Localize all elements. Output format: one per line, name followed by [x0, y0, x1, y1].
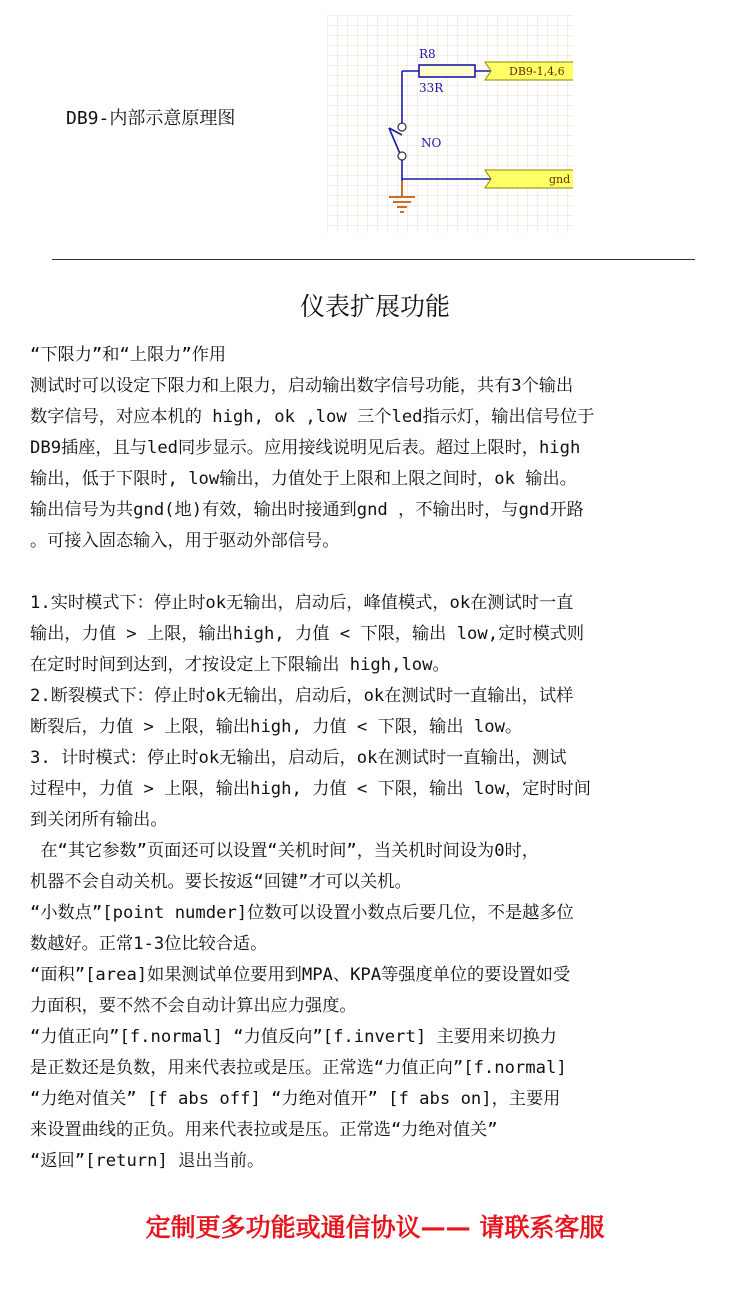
- text-line: “力绝对值关” [f abs off] “力绝对值开” [f abs on]，主要用: [30, 1089, 561, 1109]
- section-title: 仪表扩展功能: [299, 292, 450, 321]
- text-line: 3. 计时模式：停止时ok无输出，启动后，ok在测试时一直输出，测试: [30, 748, 567, 768]
- switch-label: NO: [421, 136, 442, 150]
- text-line: 测试时可以设定下限力和上限力，启动输出数字信号功能，共有3个输出: [30, 376, 574, 396]
- text-line: “面积”[area]如果测试单位要用到MPA、KPA等强度单位的要设置如受: [30, 965, 571, 985]
- text-line: 在定时时间到达到，才按设定上下限输出 high,low。: [30, 655, 450, 675]
- db9-schematic: [327, 15, 573, 233]
- text-line: “下限力”和“上限力”作用: [30, 345, 227, 365]
- port-db9-label: DB9-1,4,6: [509, 65, 565, 78]
- paragraph-gap: [30, 557, 730, 588]
- text-line: 1.实时模式下：停止时ok无输出，启动后，峰值模式，ok在测试时一直: [30, 593, 574, 613]
- switch-contact-bottom: [398, 152, 406, 160]
- text-line: 来设置曲线的正负。用来代表拉或是压。正常选“力绝对值关”: [30, 1120, 498, 1140]
- text-line: DB9插座，且与led同步显示。应用接线说明见后表。超过上限时，high: [30, 438, 581, 458]
- text-line: 是正数还是负数，用来代表拉或是压。正常选“力值正向”[f.normal]: [30, 1058, 567, 1078]
- text-line: 在“其它参数”页面还可以设置“关机时间”，当关机时间设为0时，: [30, 841, 539, 861]
- resistor-value: 33R: [419, 81, 444, 95]
- section-divider: [52, 259, 695, 260]
- text-line: 数越好。正常1-3位比较合适。: [30, 934, 268, 954]
- text-line: 2.断裂模式下：停止时ok无输出，启动后，ok在测试时一直输出，试样: [30, 686, 574, 706]
- text-line: “力值正向”[f.normal] “力值反向”[f.invert] 主要用来切换力: [30, 1027, 557, 1047]
- port-gnd-label: gnd: [549, 173, 571, 186]
- schematic-grid: [327, 15, 573, 233]
- switch-contact-top: [398, 123, 406, 131]
- text-line: 数字信号，对应本机的 high, ok ,low 三个led指示灯，输出信号位于: [30, 407, 595, 427]
- resistor-r8: [419, 65, 475, 77]
- text-line: 到关闭所有输出。: [30, 810, 168, 830]
- text-line: “返回”[return] 退出当前。: [30, 1151, 265, 1171]
- contact-cta: 定制更多功能或通信协议—— 请联系客服: [145, 1213, 605, 1242]
- body-text: [30, 340, 730, 1177]
- text-line: 过程中，力值 > 上限，输出high, 力值 < 下限，输出 low，定时时间: [30, 779, 591, 799]
- text-line: 输出信号为共gnd(地)有效，输出时接通到gnd ，不输出时，与gnd开路: [30, 500, 584, 520]
- text-line: 。可接入固态输入，用于驱动外部信号。: [30, 531, 340, 551]
- resistor-name: R8: [419, 47, 436, 61]
- text-line: 机器不会自动关机。要长按返“回键”才可以关机。: [30, 872, 412, 892]
- text-line: 输出，力值 > 上限，输出high, 力值 < 下限，输出 low,定时模式则: [30, 624, 585, 644]
- text-line: 断裂后，力值 > 上限，输出high, 力值 < 下限，输出 low。: [30, 717, 523, 737]
- text-line: 力面积，要不然不会自动计算出应力强度。: [30, 996, 357, 1016]
- text-line: 输出，低于下限时, low输出，力值处于上限和上限之间时，ok 输出。: [30, 469, 577, 489]
- diagram-label: DB9-内部示意原理图: [66, 108, 236, 129]
- text-line: “小数点”[point numder]位数可以设置小数点后要几位，不是越多位: [30, 903, 574, 923]
